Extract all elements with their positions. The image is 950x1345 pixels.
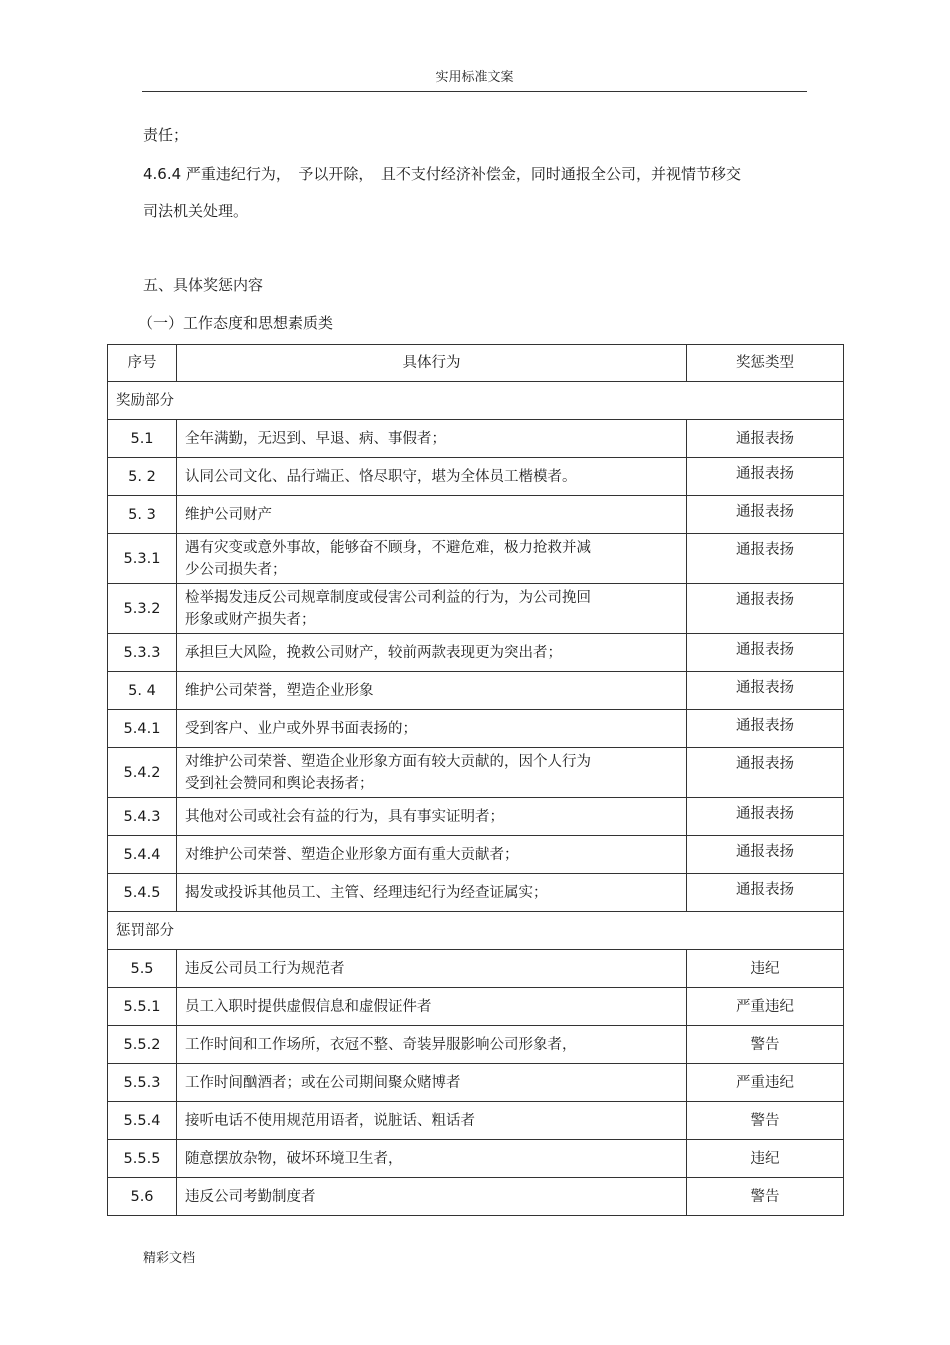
table-row [108,1064,844,1102]
row-type: 通报表扬 [687,458,844,496]
row-number: 5. 3 [108,496,177,534]
table-row [108,672,844,710]
row-type: 警告 [687,1102,844,1140]
behavior-line: 维护公司财产 [185,506,272,523]
row-number: 5.4.4 [108,836,177,874]
row-behavior [177,798,687,836]
behavior-line: 全年满勤，无迟到、早退、病、事假者； [185,430,446,447]
row-type: 通报表扬 [687,748,844,798]
row-type: 警告 [687,1026,844,1064]
row-type: 警告 [687,1178,844,1216]
behavior-line: 少公司损失者； [185,561,287,578]
header-cell-type: 奖惩类型 [687,345,844,382]
behavior-line: 对维护公司荣誉、塑造企业形象方面有重大贡献者； [185,846,519,863]
table-row [108,1178,844,1216]
behavior-line: 工作时间和工作场所，衣冠不整、奇装异服影响公司形象者， [185,1036,577,1053]
row-number: 5.4.3 [108,798,177,836]
row-number: 5.5.3 [108,1064,177,1102]
row-type: 通报表扬 [687,836,844,874]
behavior-line: 其他对公司或社会有益的行为，具有事实证明者； [185,808,504,825]
table-row [108,798,844,836]
row-number: 5.6 [108,1178,177,1216]
table-row [108,534,844,584]
row-behavior [177,534,687,584]
row-type: 通报表扬 [687,798,844,836]
row-number: 5.5.5 [108,1140,177,1178]
table-row [108,420,844,458]
behavior-line: 随意摆放杂物，破坏环境卫生者， [185,1150,403,1167]
behavior-line: 工作时间酗酒者；或在公司期间聚众赌博者 [185,1074,461,1091]
behavior-line: 受到客户、业户或外界书面表扬的； [185,720,417,737]
row-type: 通报表扬 [687,634,844,672]
behavior-line: 违反公司员工行为规范者 [185,960,345,977]
row-number: 5.5.4 [108,1102,177,1140]
row-type: 通报表扬 [687,496,844,534]
behavior-line: 维护公司荣誉，塑造企业形象 [185,682,374,699]
behavior-line: 承担巨大风险，挽救公司财产，较前两款表现更为突出者； [185,644,562,661]
header-cell-behavior: 具体行为 [177,345,687,382]
table-row [108,1026,844,1064]
row-number: 5. 2 [108,458,177,496]
table-body [108,345,844,1216]
row-type: 违纪 [687,950,844,988]
header-rule [142,91,807,92]
row-type: 通报表扬 [687,672,844,710]
row-type: 严重违纪 [687,988,844,1026]
row-number: 5.3.3 [108,634,177,672]
table-row [108,634,844,672]
behavior-line: 接听电话不使用规范用语者，说脏话、粗话者 [185,1112,475,1129]
behavior-line: 员工入职时提供虚假信息和虚假证件者 [185,998,432,1015]
reward-section-row-label: 奖励部分 [108,382,844,420]
table-row [108,874,844,912]
row-number: 5.5.1 [108,988,177,1026]
subsection-title: （一）工作态度和思想素质类 [138,314,334,332]
behavior-line: 遇有灾变或意外事故，能够奋不顾身，不避危难，极力抢救并减 [185,539,591,556]
table-row [108,1140,844,1178]
rewards-penalties-table [107,344,844,1216]
row-behavior [177,458,687,496]
page-footer: 精彩文档 [143,1251,196,1266]
row-number: 5.4.2 [108,748,177,798]
row-type: 违纪 [687,1140,844,1178]
row-number: 5.5.2 [108,1026,177,1064]
row-behavior [177,1026,687,1064]
row-type: 通报表扬 [687,420,844,458]
header-cell-num: 序号 [108,345,177,382]
row-behavior [177,672,687,710]
table-row [108,988,844,1026]
row-number: 5.4.5 [108,874,177,912]
row-behavior [177,1102,687,1140]
row-behavior [177,836,687,874]
row-behavior [177,950,687,988]
body-line-1: 责任； [143,126,189,144]
body-line-3: 司法机关处理。 [143,202,249,220]
row-behavior [177,1178,687,1216]
row-behavior [177,748,687,798]
row-number: 5. 4 [108,672,177,710]
row-behavior [177,634,687,672]
row-number: 5.4.1 [108,710,177,748]
section-title: 五、具体奖惩内容 [143,276,264,294]
behavior-line: 揭发或投诉其他员工、主管、经理违纪行为经查证属实； [185,884,548,901]
row-behavior [177,1064,687,1102]
table-row [108,950,844,988]
row-behavior [177,1140,687,1178]
reward-section-row [108,382,844,420]
table-row [108,1102,844,1140]
row-behavior [177,710,687,748]
behavior-line: 对维护公司荣誉、塑造企业形象方面有较大贡献的，因个人行为 [185,753,591,770]
row-behavior [177,420,687,458]
row-behavior [177,496,687,534]
table-row [108,584,844,634]
table-row [108,836,844,874]
row-type: 通报表扬 [687,584,844,634]
penalty-section-row-label: 惩罚部分 [108,912,844,950]
row-number: 5.1 [108,420,177,458]
row-number: 5.3.2 [108,584,177,634]
row-behavior [177,988,687,1026]
table-row [108,496,844,534]
behavior-line: 认同公司文化、品行端正、恪尽职守，堪为全体员工楷模者。 [185,468,577,485]
table-row [108,748,844,798]
row-type: 通报表扬 [687,874,844,912]
row-type: 严重违纪 [687,1064,844,1102]
behavior-line: 检举揭发违反公司规章制度或侵害公司利益的行为，为公司挽回 [185,589,591,606]
row-behavior [177,584,687,634]
row-number: 5.3.1 [108,534,177,584]
page-header: 实用标准文案 [435,70,514,85]
table-row [108,458,844,496]
table-header-row [108,345,844,382]
behavior-line: 形象或财产损失者； [185,611,316,628]
row-behavior [177,874,687,912]
behavior-line: 违反公司考勤制度者 [185,1188,316,1205]
row-type: 通报表扬 [687,710,844,748]
row-number: 5.5 [108,950,177,988]
table-row [108,710,844,748]
body-line-2: 4.6.4 严重违纪行为， 予以开除， 且不支付经济补偿金，同时通报全公司，并视情节移交 [143,165,741,183]
penalty-section-row [108,912,844,950]
row-type: 通报表扬 [687,534,844,584]
behavior-line: 受到社会赞同和舆论表扬者； [185,775,374,792]
